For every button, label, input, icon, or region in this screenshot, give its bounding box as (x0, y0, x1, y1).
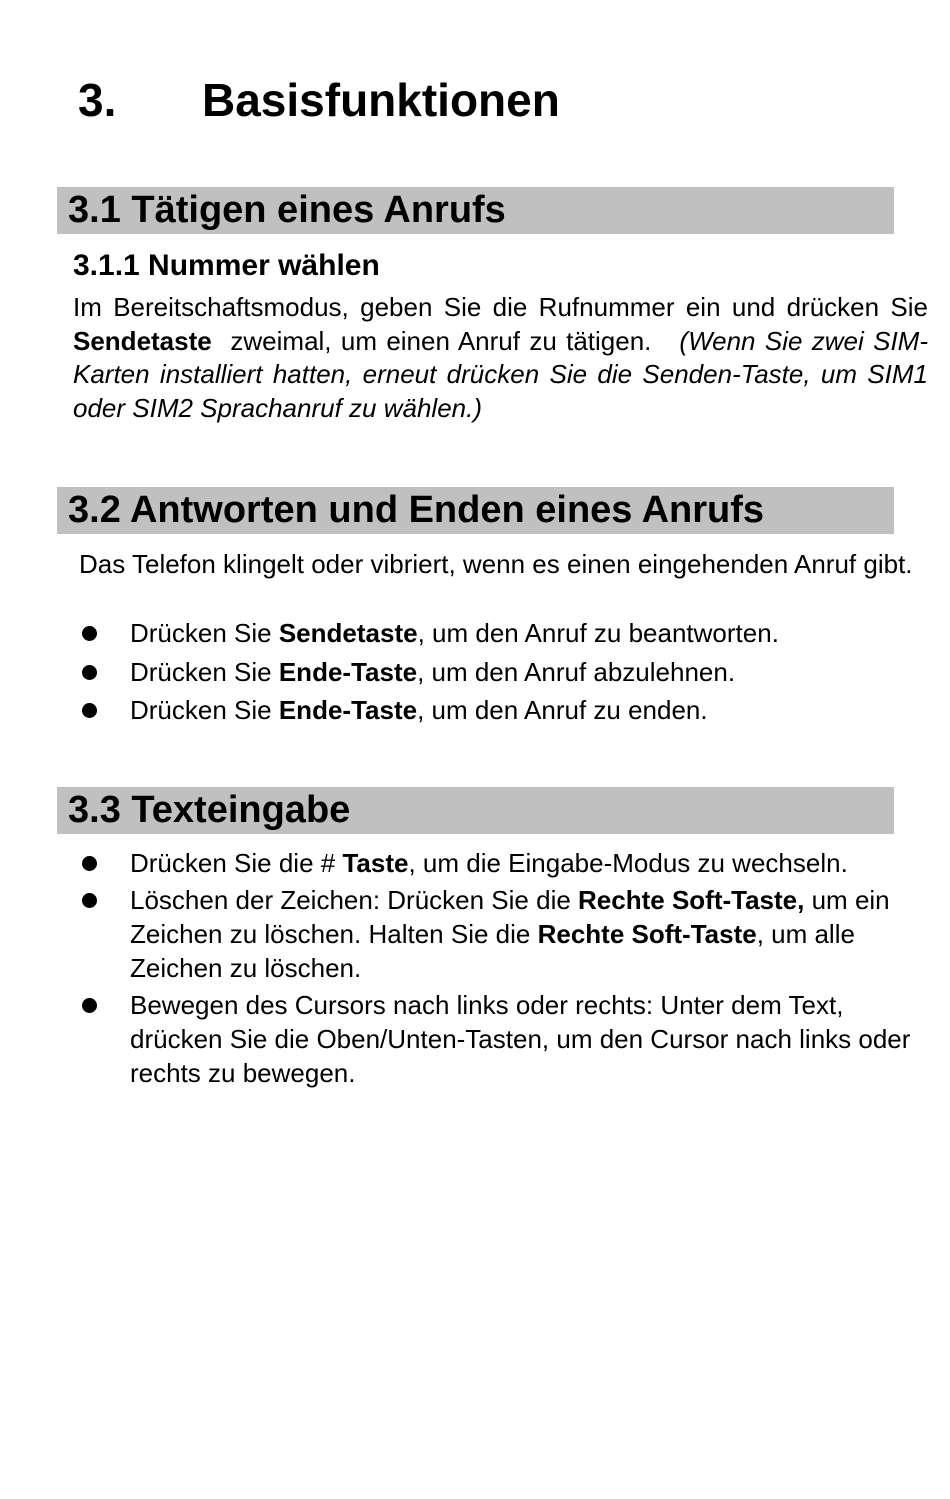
section-heading-3-2: 3.2 Antworten und Enden eines Anrufs (57, 487, 894, 534)
chapter-title (78, 72, 560, 128)
list-item-text: Drücken Sie die # (130, 848, 343, 878)
bullet-icon (82, 893, 97, 908)
bullet-icon (82, 626, 97, 641)
chapter-title-text: Basisfunktionen (202, 74, 560, 126)
list-item (78, 655, 930, 689)
bullet-icon (82, 703, 97, 718)
key-name: Ende-Taste (278, 695, 418, 725)
list-item-text: , um den Anruf zu enden. (417, 695, 708, 725)
list-item-text: Drücken Sie (130, 657, 279, 687)
list-item (78, 883, 930, 985)
list-item (78, 846, 930, 880)
list-item (78, 616, 930, 650)
dial-text-2: zweimal, um einen Anruf zu tätigen. (211, 325, 680, 356)
list-item-text: , um den Anruf zu beantworten. (417, 618, 779, 648)
list-item-text: , um den Anruf abzulehnen. (417, 657, 736, 687)
bullet-icon (82, 856, 97, 871)
send-key-label: Sendetaste (73, 325, 212, 356)
key-name: Rechte Soft-Taste, (578, 885, 805, 915)
subsection-heading-3-1-1: 3.1.1 Nummer wählen (73, 249, 380, 282)
section-heading-3-1: 3.1 Tätigen eines Anrufs (57, 187, 894, 234)
list-item-text: Bewegen des Cursors nach links oder rechts: Unter dem Text, drücken Sie die Oben/Unten-Tasten, um den Cursor nach links oder rechts zu bewegen. (130, 990, 911, 1088)
chapter-number: 3. (78, 74, 117, 126)
key-name: Ende-Taste (278, 657, 418, 687)
section-heading-3-3: 3.3 Texteingabe (57, 787, 894, 834)
list-item-text: Löschen der Zeichen: Drücken Sie die (130, 885, 579, 915)
paragraph-incoming-call: Das Telefon klingelt oder vibriert, wenn es einen eingehenden Anruf gibt. (79, 549, 913, 579)
paragraph-dial-number (73, 291, 928, 425)
list-item-text: , um alle Zeichen zu löschen. (130, 919, 855, 983)
dial-text-1: Im Bereitschaftsmodus, geben Sie die Rufnummer ein und drücken Sie (73, 292, 928, 322)
list-item-text: um ein Zeichen zu löschen. Halten Sie die (130, 885, 890, 949)
bullet-icon (82, 998, 97, 1013)
list-item (78, 693, 930, 727)
call-actions-list (78, 616, 930, 727)
dual-sim-note: (Wenn Sie zwei SIM-Karten installiert hatten, erneut drücken Sie die Senden-Taste, um SIM1 oder SIM2 Sprachanruf zu wählen.) (73, 325, 928, 423)
list-item-text: , um die Eingabe-Modus zu wechseln. (408, 848, 848, 878)
list-item (78, 988, 930, 1090)
key-name: Taste (342, 848, 409, 878)
text-input-list (78, 846, 930, 1090)
key-name: Rechte Soft-Taste (537, 919, 757, 949)
key-name: Sendetaste (278, 618, 418, 648)
list-item-text: Drücken Sie (130, 618, 279, 648)
list-item-text: Drücken Sie (130, 695, 279, 725)
bullet-icon (82, 665, 97, 680)
